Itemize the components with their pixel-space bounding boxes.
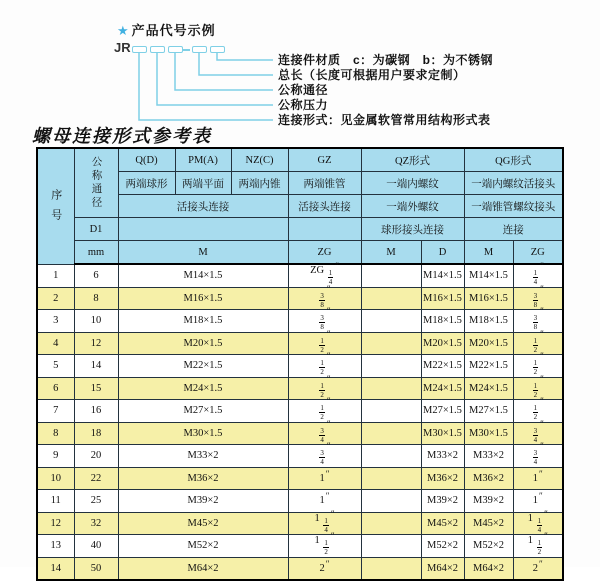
cell-gz: 1″: [288, 490, 361, 513]
header-union-conn: 活接头连接: [118, 195, 288, 218]
cell-m: M30×1.5: [118, 422, 288, 445]
cell-qg-m: M36×2: [464, 467, 513, 490]
cell-qz-d: M45×2: [421, 512, 464, 535]
cell-qg-zg: $\frac{3}{8}$ ″: [513, 310, 563, 333]
cell-qz-d: M52×2: [421, 535, 464, 558]
header-d1: D1: [74, 218, 118, 241]
cell-qg-m: M16×1.5: [464, 287, 513, 310]
section-title: 螺母连接形式参考表: [32, 126, 212, 146]
cell-qz-d: M64×2: [421, 557, 464, 580]
header-qd: Q(D): [118, 148, 175, 172]
diagram-title: [117, 20, 216, 39]
header-dn: 公称通径: [74, 148, 118, 218]
table-row: [37, 535, 563, 558]
diagram-label-diameter: 公称通径: [278, 83, 329, 97]
cell-dn: 8: [74, 287, 118, 310]
header-m: M: [118, 241, 288, 265]
cell-qz-m: [361, 400, 421, 423]
cell-qg-m: M20×1.5: [464, 332, 513, 355]
header-qg: QG形式: [464, 148, 563, 172]
cell-gz: 1″: [288, 467, 361, 490]
table-row: [37, 332, 563, 355]
cell-qz-d: M20×1.5: [421, 332, 464, 355]
cell-dn: 40: [74, 535, 118, 558]
cell-m: M18×1.5: [118, 310, 288, 333]
cell-dn: 10: [74, 310, 118, 333]
table-row: [37, 557, 563, 580]
table-row: [37, 422, 563, 445]
header-gz-conn: 活接头连接: [288, 195, 361, 218]
cell-seq: 8: [37, 422, 74, 445]
header-qz-desc1: 一端内螺纹: [361, 172, 464, 195]
cell-qg-zg: $\frac{3}{4}$ ″: [513, 422, 563, 445]
cell-m: M52×2: [118, 535, 288, 558]
cell-seq: 14: [37, 557, 74, 580]
header-qz-d: D: [421, 241, 464, 265]
cell-gz: $\frac{3}{4}$ ″: [288, 422, 361, 445]
cell-m: M16×1.5: [118, 287, 288, 310]
empty-cell: [288, 218, 361, 241]
cell-gz: $\frac{1}{2}$ ″: [288, 355, 361, 378]
cell-dn: 15: [74, 377, 118, 400]
table-row: [37, 287, 563, 310]
header-qg-m: M: [464, 241, 513, 265]
cell-qz-d: M36×2: [421, 467, 464, 490]
cell-seq: 4: [37, 332, 74, 355]
diagram-label-connform: 连接形式：见金属软管常用结构形式表: [278, 113, 491, 127]
code-box: [192, 46, 207, 53]
header-pm-desc: 两端平面: [175, 172, 231, 195]
cell-qz-d: M22×1.5: [421, 355, 464, 378]
cell-gz: ZG $\frac{1}{4}$ ″: [288, 264, 361, 287]
cell-qg-m: M39×2: [464, 490, 513, 513]
cell-dn: 25: [74, 490, 118, 513]
cell-dn: 16: [74, 400, 118, 423]
cell-qz-m: [361, 310, 421, 333]
cell-gz: 2″: [288, 557, 361, 580]
cell-qz-d: M30×1.5: [421, 422, 464, 445]
cell-dn: 20: [74, 445, 118, 468]
header-qz-conn: 球形接头连接: [361, 218, 464, 241]
header-gz: GZ: [288, 148, 361, 172]
cell-gz: $\frac{3}{4}$ ″: [288, 445, 361, 468]
diagram-label-length: 总长（长度可根据用户要求定制）: [278, 68, 466, 82]
cell-qg-m: M30×1.5: [464, 422, 513, 445]
cell-dn: 32: [74, 512, 118, 535]
code-box: [150, 46, 165, 53]
header-gz-desc: 两端锥管: [288, 172, 361, 195]
cell-seq: 13: [37, 535, 74, 558]
cell-qg-zg: $\frac{1}{2}$ ″: [513, 355, 563, 378]
cell-seq: 3: [37, 310, 74, 333]
table-row: [37, 377, 563, 400]
header-mm: mm: [74, 241, 118, 265]
cell-seq: 6: [37, 377, 74, 400]
cell-qg-m: M64×2: [464, 557, 513, 580]
cell-dn: 12: [74, 332, 118, 355]
header-qg-desc1: 一端内螺纹活接头: [464, 172, 563, 195]
cell-qg-m: M18×1.5: [464, 310, 513, 333]
cell-qz-d: M27×1.5: [421, 400, 464, 423]
cell-dn: 6: [74, 264, 118, 287]
cell-qz-d: M18×1.5: [421, 310, 464, 333]
header-qg-conn: 连接: [464, 218, 563, 241]
cell-dn: 50: [74, 557, 118, 580]
cell-qz-m: [361, 422, 421, 445]
diagram-title-text: 产品代号示例: [131, 23, 216, 38]
cell-qz-m: [361, 535, 421, 558]
cell-qz-d: M14×1.5: [421, 264, 464, 287]
empty-cell: [118, 218, 288, 241]
cell-qg-m: M24×1.5: [464, 377, 513, 400]
cell-qg-zg: 1″: [513, 490, 563, 513]
cell-gz: $\frac{3}{8}$ ″: [288, 310, 361, 333]
cell-seq: 2: [37, 287, 74, 310]
cell-m: M39×2: [118, 490, 288, 513]
cell-qg-zg: 1 $\frac{1}{2}$ ″: [513, 535, 563, 558]
cell-qg-zg: $\frac{1}{4}$ ″: [513, 264, 563, 287]
cell-m: M45×2: [118, 512, 288, 535]
table-row: [37, 512, 563, 535]
cell-qz-m: [361, 467, 421, 490]
cell-qz-m: [361, 557, 421, 580]
code-box: [132, 46, 147, 53]
cell-qg-m: M45×2: [464, 512, 513, 535]
header-qd-desc: 两端球形: [118, 172, 175, 195]
diagram-label-material: 连接件材质 c：为碳钢 b：为不锈钢: [278, 53, 494, 67]
cell-m: M33×2: [118, 445, 288, 468]
table-row: [37, 490, 563, 513]
cell-gz: $\frac{1}{2}$ ″: [288, 377, 361, 400]
cell-qz-m: [361, 264, 421, 287]
cell-qz-d: M24×1.5: [421, 377, 464, 400]
cell-qg-m: M52×2: [464, 535, 513, 558]
cell-qg-zg: $\frac{1}{2}$ ″: [513, 400, 563, 423]
cell-qz-d: M16×1.5: [421, 287, 464, 310]
cell-seq: 5: [37, 355, 74, 378]
cell-m: M20×1.5: [118, 332, 288, 355]
diagram-label-pressure: 公称压力: [278, 98, 329, 112]
header-qz-m: M: [361, 241, 421, 265]
star-icon: ★: [117, 23, 130, 38]
cell-dn: 18: [74, 422, 118, 445]
cell-gz: $\frac{3}{8}$ ″: [288, 287, 361, 310]
nut-connection-table: [36, 147, 564, 581]
code-dash: [183, 49, 190, 51]
cell-seq: 7: [37, 400, 74, 423]
cell-qg-zg: $\frac{3}{4}$ ″: [513, 445, 563, 468]
cell-qg-zg: 1″: [513, 467, 563, 490]
cell-seq: 10: [37, 467, 74, 490]
table-row: [37, 400, 563, 423]
cell-dn: 14: [74, 355, 118, 378]
cell-seq: 12: [37, 512, 74, 535]
cell-qg-zg: $\frac{1}{2}$ ″: [513, 377, 563, 400]
table-row: [37, 445, 563, 468]
cell-gz: 1 $\frac{1}{4}$ ″: [288, 512, 361, 535]
cell-qz-d: M39×2: [421, 490, 464, 513]
cell-m: M64×2: [118, 557, 288, 580]
cell-gz: 1 $\frac{1}{2}$ ″: [288, 535, 361, 558]
cell-qg-m: M33×2: [464, 445, 513, 468]
cell-m: M36×2: [118, 467, 288, 490]
table-row: [37, 355, 563, 378]
table-row: [37, 467, 563, 490]
cell-qg-zg: 2″: [513, 557, 563, 580]
cell-m: M14×1.5: [118, 264, 288, 287]
code-box: [210, 46, 225, 53]
cell-qz-m: [361, 355, 421, 378]
header-qg-zg: ZG: [513, 241, 563, 265]
header-nz: NZ(C): [231, 148, 288, 172]
header-zg: ZG: [288, 241, 361, 265]
product-code-prefix: JR: [114, 40, 131, 55]
header-qg-desc2: 一端锥管螺纹接头: [464, 195, 563, 218]
cell-seq: 9: [37, 445, 74, 468]
cell-qz-m: [361, 490, 421, 513]
code-box: [168, 46, 183, 53]
cell-qz-m: [361, 512, 421, 535]
cell-m: M27×1.5: [118, 400, 288, 423]
cell-qz-m: [361, 445, 421, 468]
cell-seq: 11: [37, 490, 74, 513]
cell-qz-d: M33×2: [421, 445, 464, 468]
cell-qg-zg: $\frac{1}{2}$ ″: [513, 332, 563, 355]
header-nz-desc: 两端内锥: [231, 172, 288, 195]
cell-gz: $\frac{1}{2}$ ″: [288, 332, 361, 355]
cell-seq: 1: [37, 264, 74, 287]
cell-m: M24×1.5: [118, 377, 288, 400]
cell-m: M22×1.5: [118, 355, 288, 378]
cell-qz-m: [361, 332, 421, 355]
cell-qg-m: M27×1.5: [464, 400, 513, 423]
table-row: [37, 264, 563, 287]
header-seq: 序号: [37, 148, 74, 264]
cell-qz-m: [361, 287, 421, 310]
cell-dn: 22: [74, 467, 118, 490]
header-qz-desc2: 一端外螺纹: [361, 195, 464, 218]
header-qz: QZ形式: [361, 148, 464, 172]
cell-qg-m: M22×1.5: [464, 355, 513, 378]
cell-qg-m: M14×1.5: [464, 264, 513, 287]
cell-qz-m: [361, 377, 421, 400]
table-row: [37, 310, 563, 333]
header-pm: PM(A): [175, 148, 231, 172]
cell-qg-zg: $\frac{3}{8}$ ″: [513, 287, 563, 310]
cell-gz: $\frac{1}{2}$ ″: [288, 400, 361, 423]
cell-qg-zg: 1 $\frac{1}{4}$ ″: [513, 512, 563, 535]
